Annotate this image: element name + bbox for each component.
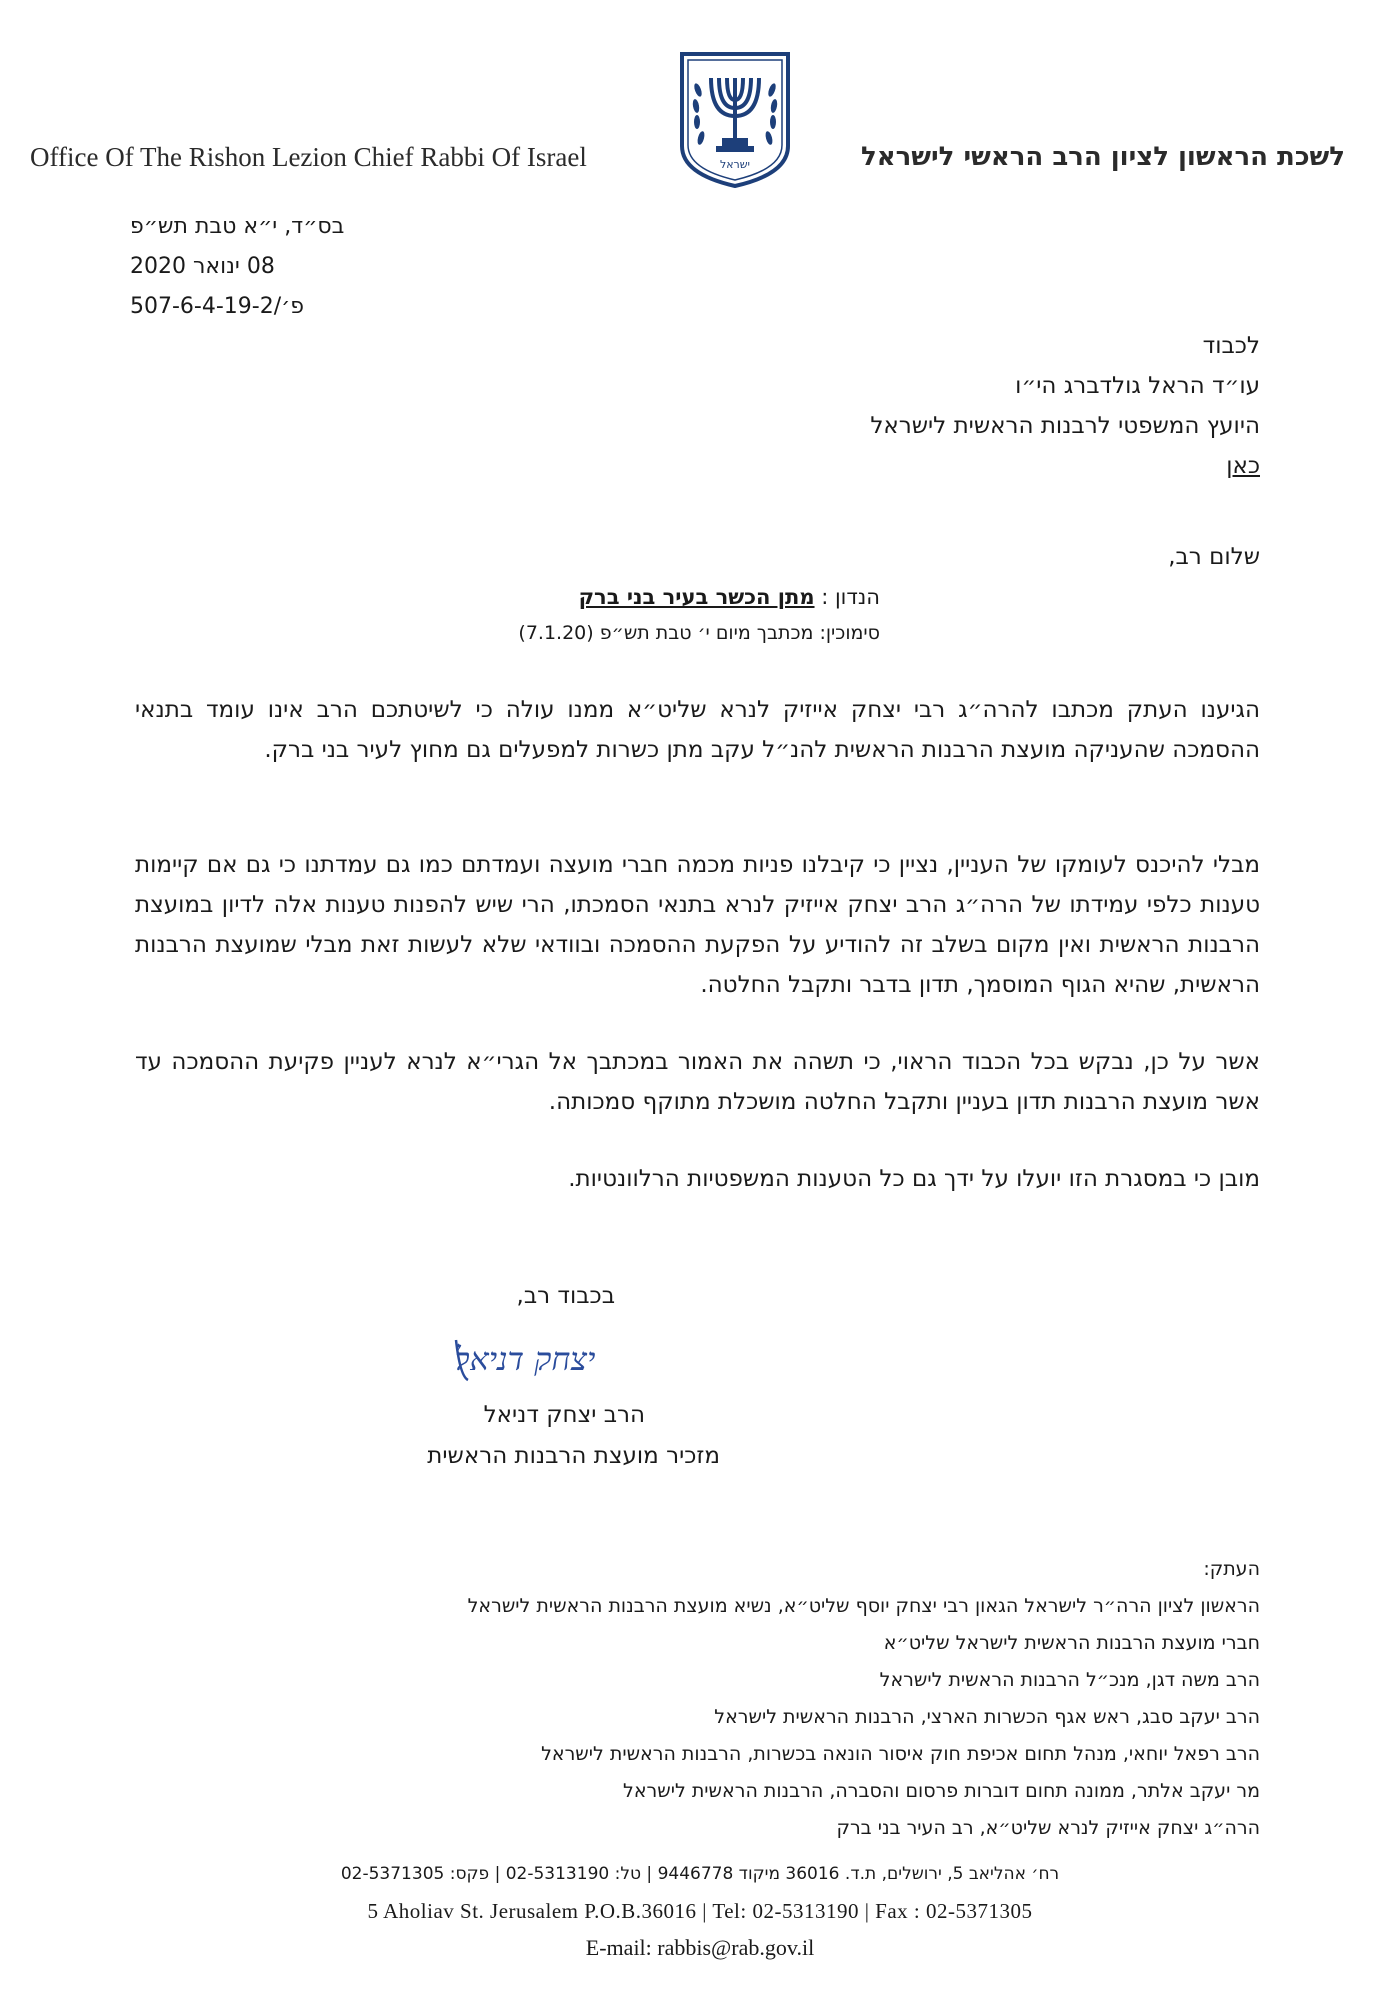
state-emblem-icon [676, 50, 794, 190]
closing: בכבוד רב, [516, 1283, 615, 1309]
subject-line [380, 585, 880, 609]
addressee-block [560, 333, 1260, 493]
body-paragraph-3: אשר על כן, נבקש בכל הכבוד הראוי, כי תשהה את האמור במכתבך אל הגרי״א לנרא לעניין פקיעת ההסמכה עד אשר מועצת הרבנות תדון בעניין ותקבל החלטה מושכלת מתוקף סמכותה. [135, 1049, 1260, 1115]
footer-address-he: רח׳ אהליאב 5, ירושלים, ת.ד. 36016 מיקוד 9446778 | טל: 02-5313190 | פקס: 02-5371305 [340, 1864, 1060, 1884]
copy-recipient: חברי מועצת הרבנות הראשית לישראל שליט״א [883, 1632, 1260, 1654]
addressee-location: כאן [1226, 453, 1260, 479]
svg-text:יצחק דניאל: יצחק דניאל [454, 1340, 596, 1378]
addressee-role: היועץ המשפטי לרבנות הראשית לישראל [870, 413, 1260, 439]
body-paragraph-2: מבלי להיכנס לעומקו של העניין, נציין כי קיבלנו פניות מכמה חברי מועצה ועמדתם כמו גם עמדתנו כי גם אם קיימות טענות כלפי עמידתו של הרה״ג הרב יצחק אייזיק לנרא בתנאי הסמכתו, הרי שיש להפנות טענות אלה לדיון במועצת הרבנות הראשית ואין מקום בשלב זה להודיע על הפקעת ההסמכה ובוודאי שלא לעשות זאת מבלי שמועצת הרבנות הראשית, שהיא הגוף המוסמך, תדון בדבר ותקבל החלטה. [135, 852, 1260, 998]
addressee-name: עו״ד הראל גולדברג הי״ו [1015, 373, 1260, 399]
office-title-en: Office Of The Rishon Lezion Chief Rabbi Of Israel [30, 142, 587, 172]
svg-text:ישראל: ישראל [719, 158, 751, 171]
footer-address-en: 5 Aholiav St. Jerusalem P.O.B.36016 | Tel: 02-5313190 | Fax : 02-5371305 [367, 1899, 1033, 1923]
footer-email[interactable]: E-mail: rabbis@rab.gov.il [585, 1935, 815, 1960]
reference-number: פ׳/507-6-4-19-2 [130, 294, 305, 319]
copies-label: העתק: [1203, 1558, 1260, 1580]
handwritten-signature [450, 1330, 600, 1388]
copy-recipient: הראשון לציון הרה״ר לישראל הגאון רבי יצחק יוסף שליט״א, נשיא מועצת הרבנות הראשית לישראל [467, 1595, 1260, 1617]
office-title-he: לשכת הראשון לציון הרב הראשי לישראל [860, 142, 1345, 172]
signer-name: הרב יצחק דניאל [483, 1402, 645, 1428]
copy-recipient: הרב משה דגן, מנכ״ל הרבנות הראשית לישראל [879, 1669, 1260, 1691]
subject-label: הנדון : [821, 585, 880, 609]
gregorian-date: 08 ינואר 2020 [130, 254, 275, 279]
copy-recipient: מר יעקב אלתר, ממונה תחום דוברות פרסום והסברה, הרבנות הראשית לישראל [623, 1780, 1260, 1802]
copy-recipient: הרב רפאל יוחאי, מנהל תחום אכיפת חוק איסור הונאה בכשרות, הרבנות הראשית לישראל [541, 1743, 1260, 1765]
addressee-honor: לכבוד [1202, 333, 1260, 359]
greeting: שלום רב, [1168, 544, 1260, 570]
hebrew-date: בס״ד, י״א טבת תש״פ [130, 214, 345, 239]
copies-block [260, 1551, 1260, 1847]
body-paragraph-1: הגיענו העתק מכתבו להרה״ג רבי יצחק אייזיק לנרא שליט״א ממנו עולה כי לשיטתכם הרב אינו עומד בתנאי ההסמכה שהעניקה מועצת הרבנות הראשית להנ״ל עקב מתן כשרות למפעלים גם מחוץ לעיר בני ברק. [135, 697, 1260, 763]
copy-recipient: הרה״ג יצחק אייזיק לנרא שליט״א, רב העיר בני ברק [836, 1817, 1260, 1839]
signer-title: מזכיר מועצת הרבנות הראשית [427, 1443, 720, 1469]
copy-recipient: הרב יעקב סבג, ראש אגף הכשרות הארצי, הרבנות הראשית לישראל [714, 1706, 1260, 1728]
subject-reference: סימוכין: מכתבך מיום י׳ טבת תש״פ (7.1.20) [518, 622, 880, 644]
subject-value: מתן הכשר בעיר בני ברק [578, 585, 815, 609]
body-paragraph-4: מובן כי במסגרת הזו יועלו על ידך גם כל הטענות המשפטיות הרלוונטיות. [568, 1166, 1260, 1192]
